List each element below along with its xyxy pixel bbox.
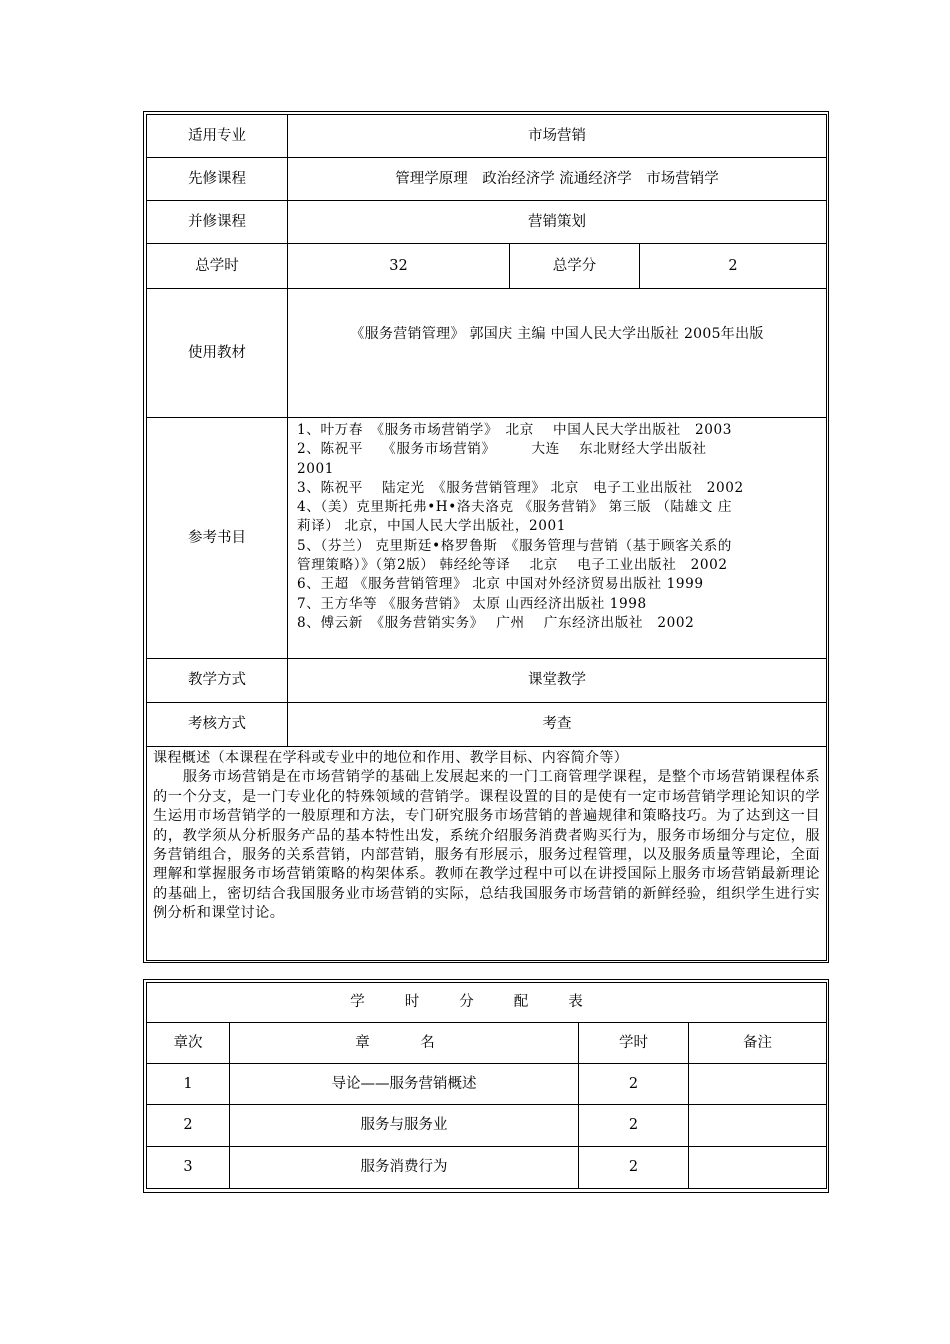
applicable-major-label: 适用专业 <box>147 115 288 158</box>
chapter-name: 服务与服务业 <box>230 1105 579 1147</box>
total-credits-value: 2 <box>640 244 827 289</box>
total-credits-label: 总学分 <box>510 244 640 289</box>
course-info-table <box>146 114 827 961</box>
reference-line: 1、叶万春 《服务市场营销学》 北京 中国人民大学出版社 2003 <box>297 422 732 438</box>
reference-line: 2、陈祝平 《服务市场营销》 大连 东北财经大学出版社 <box>297 441 707 458</box>
references-list <box>288 418 827 659</box>
reference-line: 管理策略）》（第2版） 韩经纶等译 北京 电子工业出版社 2002 <box>297 557 728 574</box>
overview-body: 服务市场营销是在市场营销学的基础上发展起来的一门工商管理学课程，是整个市场营销课程体系的一个分支，是一门专业化的特殊领域的营销学。课程设置的目的是使有一定市场营销学理论知识的学生运用市场营销学的一般原理和方法，专门研究服务市场营销的普遍规律和策略技巧。为了达到这一目的，教学须从分析服务产品的基本特性出发，系统介绍服务消费者购买行为，服务市场细分与定位，服务营销组合，服务的关系营销，内部营销，服务有形展示，服务过程管理，以及服务质量等理论，全面理解和掌握服务市场营销策略的构架体系。教师在教学过程中可以在讲授国际上服务市场营销最新理论的基础上，密切结合我国服务业市场营销的实际，总结我国服务市场营销的新鲜经验，组织学生进行实例分析和课堂讨论。 <box>153 769 821 922</box>
reference-line: 2001 <box>297 460 334 477</box>
reference-line: 5、（芬兰） 克里斯廷•格罗鲁斯 《服务管理与营销（基于顾客关系的 <box>297 537 732 554</box>
chapter-notes <box>689 1147 827 1189</box>
table-row <box>147 1147 827 1189</box>
chapter-notes <box>689 1064 827 1105</box>
header-chapter-name: 章 名 <box>230 1023 579 1064</box>
textbook-value: 《服务营销管理》 郭国庆 主编 中国人民大学出版社 2005年出版 <box>288 289 827 418</box>
corequisites-label: 并修课程 <box>147 201 288 244</box>
total-hours-label: 总学时 <box>147 244 288 289</box>
row-overview <box>147 747 827 961</box>
teaching-method-label: 教学方式 <box>147 659 288 703</box>
row-prerequisites <box>147 158 827 201</box>
reference-line: 6、王超 《服务营销管理》 北京 中国对外经济贸易出版社 1999 <box>297 576 704 593</box>
references-label: 参考书目 <box>147 418 288 659</box>
row-assessment <box>147 703 827 747</box>
chapter-number: 2 <box>147 1105 230 1147</box>
chapter-name: 导论——服务营销概述 <box>230 1064 579 1105</box>
assessment-value: 考查 <box>288 703 827 747</box>
prerequisites-value: 管理学原理 政治经济学 流通经济学 市场营销学 <box>288 158 827 201</box>
reference-line: 3、陈祝平 陆定光 《服务营销管理》 北京 电子工业出版社 2002 <box>297 479 744 496</box>
hours-table-title: 学时分配表 <box>147 983 827 1023</box>
row-applicable-major <box>147 115 827 158</box>
reference-line: 8、傅云新 《服务营销实务》 广州 广东经济出版社 2002 <box>297 614 695 631</box>
total-hours-value: 32 <box>288 244 510 289</box>
hours-table-title-row <box>147 983 827 1023</box>
teaching-method-value: 课堂教学 <box>288 659 827 703</box>
chapter-number: 1 <box>147 1064 230 1105</box>
corequisites-value: 营销策划 <box>288 201 827 244</box>
hours-table-header-row <box>147 1023 827 1064</box>
chapter-name: 服务消费行为 <box>230 1147 579 1189</box>
table-row <box>147 1064 827 1105</box>
prerequisites-label: 先修课程 <box>147 158 288 201</box>
row-corequisites <box>147 201 827 244</box>
row-teaching-method <box>147 659 827 703</box>
header-chapter: 章次 <box>147 1023 230 1064</box>
course-overview <box>147 747 827 961</box>
row-hours-credits <box>147 244 827 289</box>
chapter-hours: 2 <box>579 1105 689 1147</box>
header-notes: 备注 <box>689 1023 827 1064</box>
chapter-hours: 2 <box>579 1147 689 1189</box>
hours-allocation-table <box>146 982 827 1189</box>
overview-heading: 课程概述（本课程在学科或专业中的地位和作用、教学目标、内容简介等） <box>153 750 629 766</box>
assessment-label: 考核方式 <box>147 703 288 747</box>
applicable-major-value: 市场营销 <box>288 115 827 158</box>
reference-line: 莉译） 北京，中国人民大学出版社，2001 <box>297 518 567 535</box>
row-references <box>147 418 827 659</box>
table-row <box>147 1105 827 1147</box>
header-hours: 学时 <box>579 1023 689 1064</box>
chapter-notes <box>689 1105 827 1147</box>
chapter-hours: 2 <box>579 1064 689 1105</box>
textbook-label: 使用教材 <box>147 289 288 418</box>
chapter-number: 3 <box>147 1147 230 1189</box>
reference-line: 4、（美）克里斯托弗•H•洛夫洛克 《服务营销》 第三版 （陆雄文 庄 <box>297 499 733 516</box>
row-textbook <box>147 289 827 418</box>
reference-line: 7、王方华等 《服务营销》 太原 山西经济出版社 1998 <box>297 595 647 612</box>
